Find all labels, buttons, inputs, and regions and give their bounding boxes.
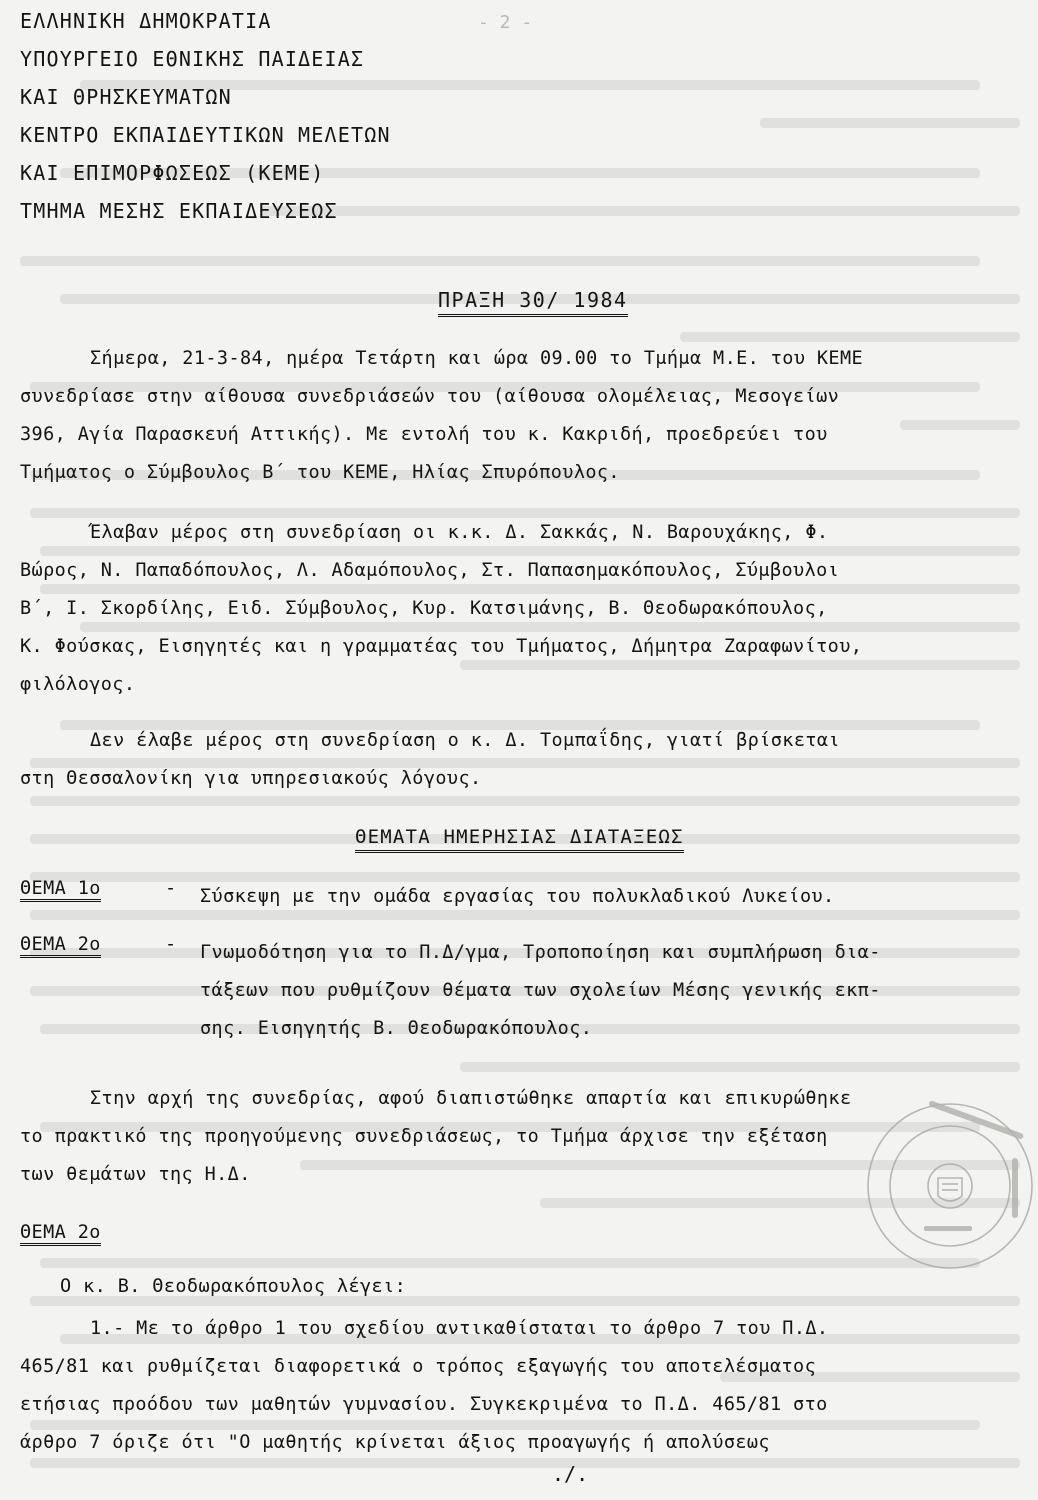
page-number: - 2 -: [478, 12, 533, 33]
text-line: Βώρος, Ν. Παπαδόπουλος, Λ. Αδαμόπουλος, Στ. Παπασημακόπουλος, Σύμβουλοι: [20, 560, 840, 581]
text-line: άρθρο 7 όριζε ότι "Ο μαθητής κρίνεται άξιος προαγωγής ή απολύσεως: [20, 1432, 770, 1453]
letterhead-line: ΚΕΝΤΡΟ ΕΚΠΑΙΔΕΥΤΙΚΩΝ ΜΕΛΕΤΩΝ: [20, 123, 391, 147]
text-line: ετήσιας προόδου των μαθητών γυμνασίου. Συγκεκριμένα το Π.Δ. 465/81 στο: [20, 1394, 828, 1415]
letterhead-line: ΚΑΙ ΘΡΗΣΚΕΥΜΑΤΩΝ: [20, 85, 232, 109]
topic-text: [200, 934, 1038, 1048]
text-line: Κ. Φούσκας, Εισηγητές και η γραμματέας του Τμήματος, Δήμητρα Ζαραφωνίτου,: [20, 636, 863, 657]
text-line: Δεν έλαβε μέρος στη συνεδρίαση ο κ. Δ. Τομπαΐδης, γιατί βρίσκεται: [90, 730, 840, 751]
text-line: σης. Εισηγητής Β. Θεοδωρακόπουλος.: [200, 1018, 593, 1039]
text-line: Τμήματος ο Σύμβουλος Β΄ του ΚΕΜΕ, Ηλίας Σπυρόπουλος.: [20, 462, 620, 483]
letterhead-line: ΚΑΙ ΕΠΙΜΟΡΦΩΣΕΩΣ (ΚΕΜΕ): [20, 161, 325, 185]
topic-label: ΘΕΜΑ 1ο: [20, 878, 101, 899]
topic-dash: -: [165, 878, 177, 899]
speaker-paragraph: [20, 1268, 1020, 1306]
text-line: 465/81 και ρυθμίζεται διαφορετικά ο τρόπος εξαγωγής του αποτελέσματος: [20, 1356, 817, 1377]
text-line: Σήμερα, 21-3-84, ημέρα Τετάρτη και ώρα 09.00 το Τμήμα Μ.Ε. του ΚΕΜΕ: [90, 348, 864, 369]
theme-2-heading: ΘΕΜΑ 2ο: [20, 1222, 101, 1243]
text-line: Ο κ. Β. Θεοδωρακόπουλος λέγει:: [60, 1276, 407, 1297]
absent-paragraph: [20, 722, 1020, 798]
letterhead-line: ΤΜΗΜΑ ΜΕΣΗΣ ΕΚΠΑΙΔΕΥΣΕΩΣ: [20, 199, 338, 223]
text-line: Β΄, Ι. Σκορδίλης, Ειδ. Σύμβουλος, Κυρ. Κατσιμάνης, Β. Θεοδωρακόπουλος,: [20, 598, 828, 619]
text-line: Γνωμοδότηση για το Π.Δ/γμα, Τροποποίηση και συμπλήρωση δια-: [200, 942, 881, 963]
topic-label: ΘΕΜΑ 2ο: [20, 934, 101, 955]
text-line: συνεδρίασε στην αίθουσα συνεδριάσεών του (αίθουσα ολομέλειας, Μεσογείων: [20, 386, 840, 407]
document-title-text: ΠΡΑΞΗ 30/ 1984: [438, 288, 628, 317]
text-line: 1.- Με το άρθρο 1 του σχεδίου αντικαθίσταται το άρθρο 7 του Π.Δ.: [90, 1318, 829, 1339]
text-line: Έλαβαν μέρος στη συνεδρίαση οι κ.κ. Δ. Σακκάς, Ν. Βαρουχάκης, Φ.: [90, 522, 829, 543]
text-line: Στην αρχή της συνεδρίας, αφού διαπιστώθηκε απαρτία και επικυρώθηκε: [90, 1088, 852, 1109]
letterhead: [20, 2, 391, 230]
letterhead-line: ΥΠΟΥΡΓΕΙΟ ΕΘΝΙΚΗΣ ΠΑΙΔΕΙΑΣ: [20, 47, 365, 71]
text-line: τάξεων που ρυθμίζουν θέματα των σχολείων Μέσης γενικής εκπ-: [200, 980, 881, 1001]
continuation-mark: ./.: [552, 1462, 589, 1486]
text-line: 396, Αγία Παρασκευή Αττικής). Με εντολή του κ. Κακριδή, προεδρεύει του: [20, 424, 828, 445]
agenda-title: [355, 826, 684, 848]
agenda-title-text: ΘΕΜΑΤΑ ΗΜΕΡΗΣΙΑΣ ΔΙΑΤΑΞΕΩΣ: [355, 826, 684, 853]
letterhead-line: ΕΛΛΗΝΙΚΗ ΔΗΜΟΚΡΑΤΙΑ: [20, 9, 272, 33]
official-stamp-icon: [862, 1098, 1037, 1273]
text-line: Σύσκεψη με την ομάδα εργασίας του πολυκλαδικού Λυκείου.: [200, 886, 835, 907]
text-line: το πρακτικό της προηγούμενης συνεδριάσεως, το Τμήμα άρχισε την εξέταση: [20, 1126, 828, 1147]
participants-paragraph: [20, 514, 1020, 704]
text-line: των θεμάτων της Η.Δ.: [20, 1164, 251, 1185]
document-title: [438, 288, 628, 312]
text-line: στη Θεσσαλονίκη για υπηρεσιακούς λόγους.: [20, 768, 482, 789]
intro-paragraph: [20, 340, 1020, 492]
text-line: φιλόλογος.: [20, 674, 136, 695]
topic-dash: -: [165, 934, 177, 955]
point-1-paragraph: [20, 1310, 1020, 1462]
topic-text: [200, 878, 1038, 916]
